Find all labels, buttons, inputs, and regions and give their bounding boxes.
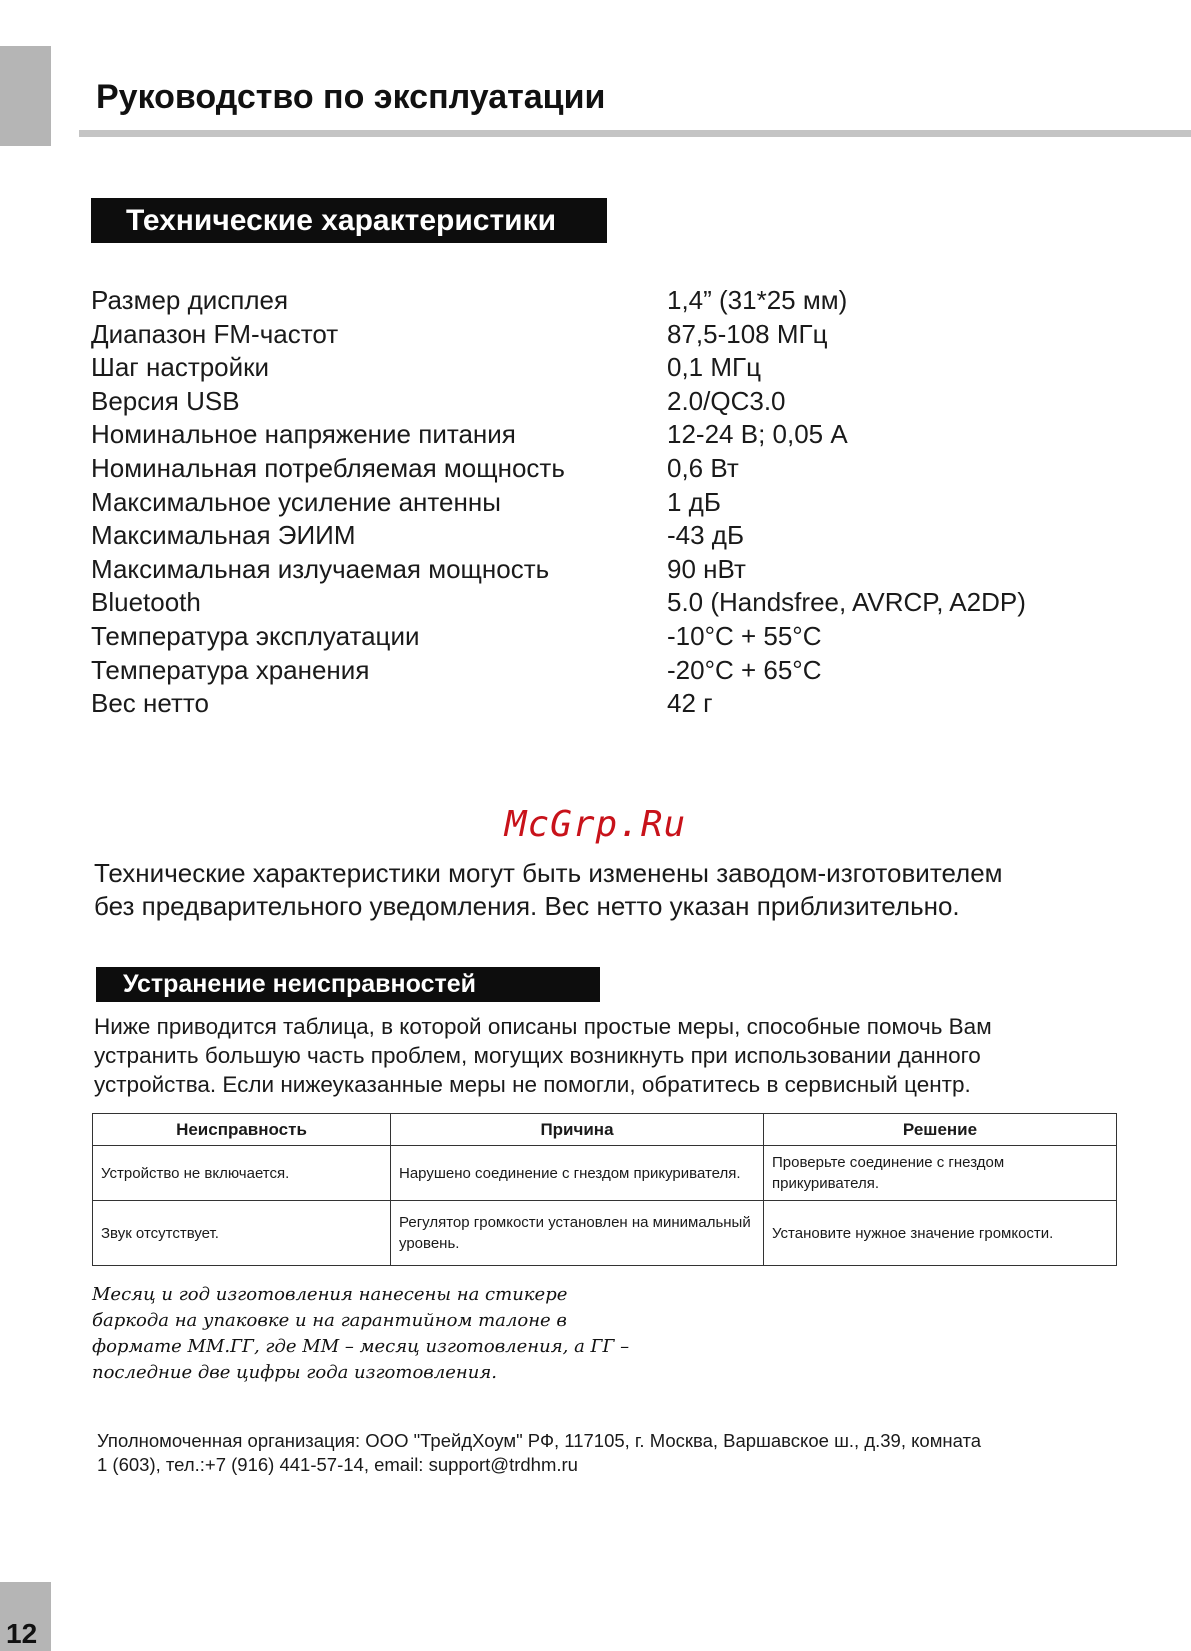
troubleshooting-table xyxy=(92,1113,1117,1266)
page-tab-top xyxy=(0,46,51,146)
spec-value: 2.0/QC3.0 xyxy=(667,385,786,416)
spec-value: -43 дБ xyxy=(667,520,745,551)
intro-line: устранить большую часть проблем, могущих возникнуть при использовании данного xyxy=(94,1043,981,1068)
notice-line: без предварительного уведомления. Вес нетто указан приблизительно. xyxy=(94,891,960,921)
column-header: Причина xyxy=(391,1114,764,1146)
spec-row xyxy=(91,654,1091,688)
specs-notice xyxy=(94,857,1154,923)
intro-line: устройства. Если нижеуказанные меры не помогли, обратитесь в сервисный центр. xyxy=(94,1072,971,1097)
spec-row xyxy=(91,586,1091,620)
spec-value: 0,1 МГц xyxy=(667,352,761,383)
spec-value: 90 нВт xyxy=(667,553,746,584)
notice-line: Технические характеристики могут быть изменены заводом-изготовителем xyxy=(94,858,1003,888)
footnote-line: Месяц и год изготовления нанесены на стикере xyxy=(92,1284,568,1305)
spec-value: -10°С + 55°С xyxy=(667,620,822,651)
table-cell: Звук отсутствует. xyxy=(93,1201,391,1266)
table-row xyxy=(93,1146,1117,1201)
specs-list xyxy=(91,284,1091,721)
spec-label: Размер дисплея xyxy=(91,285,289,315)
column-header: Неисправность xyxy=(93,1114,391,1146)
spec-value: -20°С + 65°С xyxy=(667,654,822,685)
manufacture-date-note xyxy=(92,1282,652,1386)
footnote-line: последние две цифры года изготовления. xyxy=(92,1362,497,1383)
spec-label: Температура хранения xyxy=(91,654,370,685)
spec-row xyxy=(91,351,1091,385)
page-title: Руководство по эксплуатации xyxy=(96,78,606,116)
spec-row xyxy=(91,385,1091,419)
spec-row xyxy=(91,284,1091,318)
table-cell: Нарушено соединение с гнездом прикуривателя. xyxy=(391,1146,764,1201)
spec-row xyxy=(91,553,1091,587)
spec-label: Номинальное напряжение питания xyxy=(91,419,516,450)
column-header: Решение xyxy=(764,1114,1117,1146)
spec-label: Версия USB xyxy=(91,385,240,416)
spec-row xyxy=(91,486,1091,520)
spec-label: Bluetooth xyxy=(91,587,201,618)
spec-value: 0,6 Вт xyxy=(667,452,739,483)
spec-label: Максимальная излучаемая мощность xyxy=(91,553,550,584)
address-line: Уполномоченная организация: ООО "ТрейдХоум" РФ, 117105, г. Москва, Варшавское ш., д.39, комната xyxy=(97,1430,982,1451)
troubleshooting-heading: Устранение неисправностей xyxy=(96,967,600,1002)
page-number: 12 xyxy=(6,1618,38,1649)
spec-row xyxy=(91,519,1091,553)
table-cell: Устройство не включается. xyxy=(93,1146,391,1201)
spec-row xyxy=(91,620,1091,654)
table-header-row xyxy=(93,1114,1117,1146)
spec-label: Вес нетто xyxy=(91,688,209,719)
spec-row xyxy=(91,318,1091,352)
spec-value: 12-24 В; 0,05 А xyxy=(667,419,848,450)
footnote-line: формате ММ.ГГ, где ММ – месяц изготовления, а ГГ – xyxy=(92,1336,630,1357)
address-line: 1 (603), тел.:+7 (916) 441-57-14, email: support@trdhm.ru xyxy=(97,1454,578,1475)
spec-label: Максимальная ЭИИМ xyxy=(91,520,356,551)
intro-line: Ниже приводится таблица, в которой описаны простые меры, способные помочь Вам xyxy=(94,1014,992,1039)
table-cell: Установите нужное значение громкости. xyxy=(764,1201,1117,1266)
spec-value: 87,5-108 МГц xyxy=(667,318,828,349)
table-cell: Проверьте соединение с гнездом прикуривателя. xyxy=(764,1146,1117,1201)
spec-value: 1 дБ xyxy=(667,486,721,517)
spec-value: 1,4” (31*25 мм) xyxy=(667,285,848,315)
table-row xyxy=(93,1201,1117,1266)
spec-row xyxy=(91,687,1091,721)
spec-value: 42 г xyxy=(667,688,713,719)
spec-label: Диапазон FM-частот xyxy=(91,318,339,349)
spec-row xyxy=(91,452,1091,486)
spec-label: Температура эксплуатации xyxy=(91,620,420,651)
spec-label: Шаг настройки xyxy=(91,352,270,383)
table-cell: Регулятор громкости установлен на минимальный уровень. xyxy=(391,1201,764,1266)
header-divider xyxy=(79,130,1191,137)
spec-label: Номинальная потребляемая мощность xyxy=(91,452,565,483)
spec-label: Максимальное усиление антенны xyxy=(91,486,501,517)
watermark-link[interactable]: McGrp.Ru xyxy=(504,804,687,845)
specs-heading: Технические характеристики xyxy=(91,198,607,243)
authorized-organization xyxy=(97,1429,1137,1477)
spec-row xyxy=(91,418,1091,452)
footnote-line: баркода на упаковке и на гарантийном талоне в xyxy=(92,1310,567,1331)
spec-value: 5.0 (Handsfree, AVRCP, A2DP) xyxy=(667,587,1026,618)
troubleshooting-intro xyxy=(94,1012,1154,1099)
